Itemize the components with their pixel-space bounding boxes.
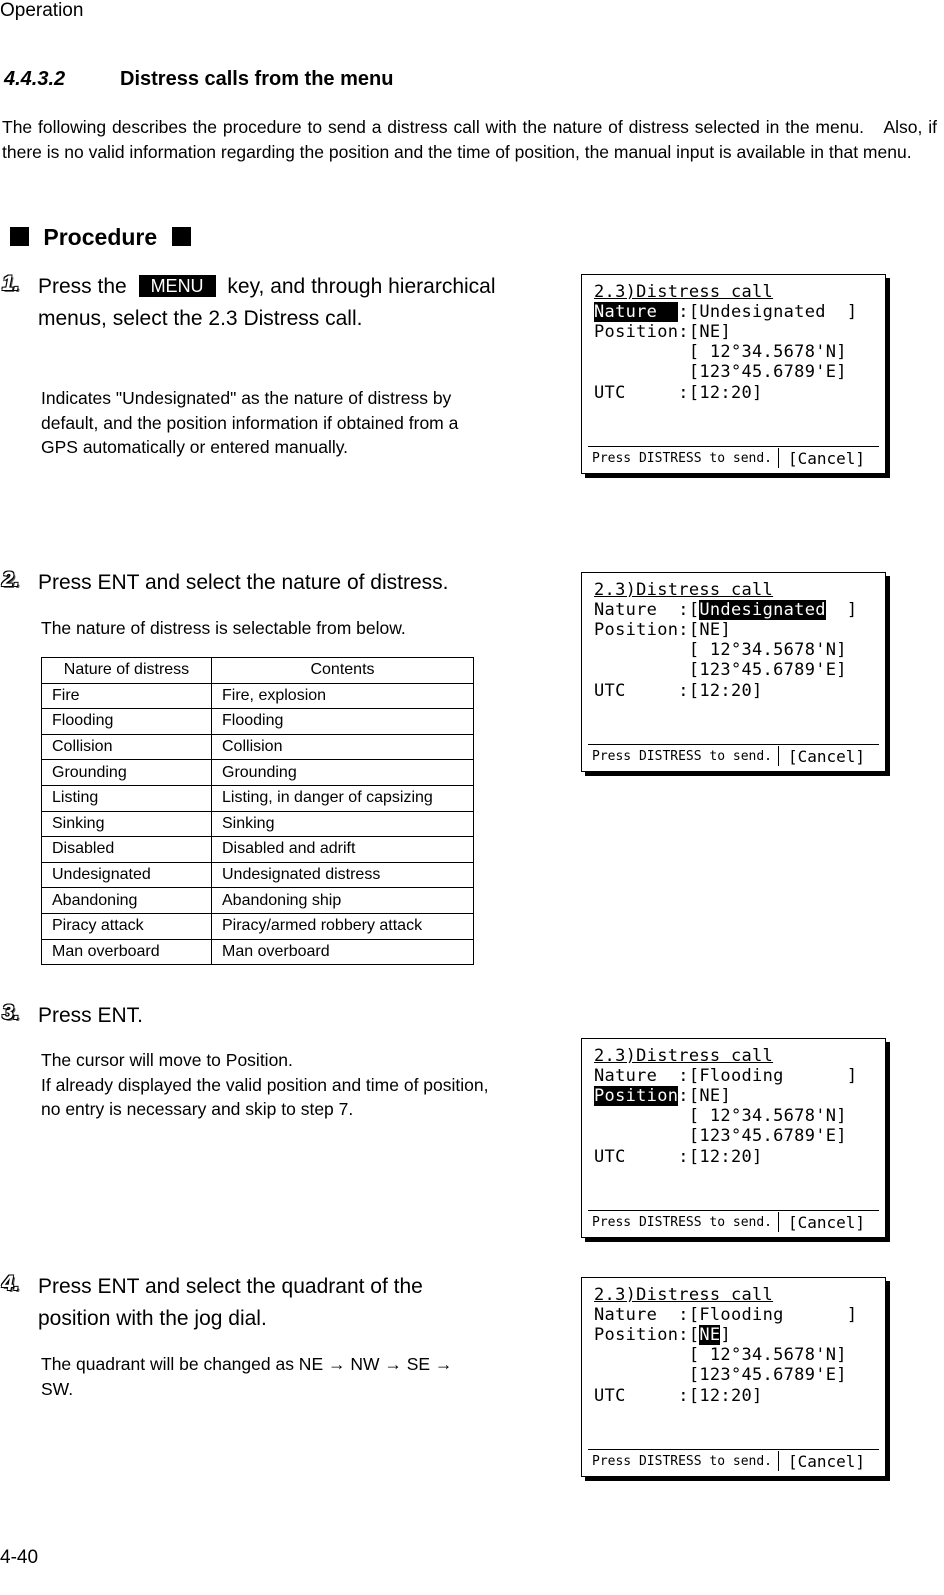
table-header-row	[42, 658, 474, 684]
footer-divider	[588, 744, 879, 745]
footer-separator	[778, 448, 779, 468]
step-number: 3.	[2, 1001, 20, 1024]
table-cell: Piracy attack	[42, 913, 212, 939]
footer-divider	[588, 1210, 879, 1211]
table-header: Contents	[212, 658, 474, 684]
square-bullet-icon	[172, 227, 191, 246]
position-row	[594, 1325, 731, 1345]
table-cell: Grounding	[42, 760, 212, 786]
table-cell: Grounding	[212, 760, 474, 786]
utc-row: UTC :[12:20]	[594, 383, 763, 403]
step-2-note: The nature of distress is selectable from below.	[41, 618, 406, 638]
table-cell: Collision	[212, 734, 474, 760]
table-row	[42, 811, 474, 837]
position-row	[594, 620, 731, 640]
nature-value: Flooding	[699, 1066, 847, 1086]
footer-separator	[778, 746, 779, 766]
page-number: 4-40	[0, 1547, 39, 1568]
step-1-note: Indicates "Undesignated" as the nature of distress by default, and the position information if obtained from a GPS automatically or entered manually.	[41, 388, 459, 457]
footer-separator	[778, 1212, 779, 1232]
position-sep: :[	[678, 322, 700, 342]
nature-sep: :[	[678, 302, 700, 322]
nature-label: Nature	[594, 600, 679, 620]
position-value[interactable]: NE	[699, 1325, 721, 1345]
procedure-label: Procedure	[43, 224, 158, 250]
table-cell: Fire, explosion	[212, 683, 474, 709]
position-close: ]	[720, 1325, 731, 1345]
step-4-text: Press ENT and select the quadrant of the position with the jog dial.	[38, 1275, 423, 1330]
nature-label[interactable]: Nature	[594, 302, 679, 322]
procedure-heading	[10, 224, 191, 251]
table-cell: Undesignated distress	[212, 862, 474, 888]
position-value: NE	[699, 620, 721, 640]
footer-hint: Press DISTRESS to send.	[592, 1454, 773, 1469]
table-row	[42, 888, 474, 914]
table-cell: Man overboard	[212, 939, 474, 965]
cancel-button[interactable]: [Cancel]	[788, 449, 866, 468]
table-cell: Flooding	[42, 709, 212, 735]
table-cell: Listing, in danger of capsizing	[212, 785, 474, 811]
table-cell: Undesignated	[42, 862, 212, 888]
longitude-row: [123°45.6789'E]	[594, 1126, 847, 1146]
table-cell: Listing	[42, 785, 212, 811]
utc-row: UTC :[12:20]	[594, 681, 763, 701]
lcd-screen-4	[581, 1277, 886, 1477]
longitude-row: [123°45.6789'E]	[594, 660, 847, 680]
section-heading: Distress calls from the menu	[120, 68, 394, 90]
table-cell: Piracy/armed robbery attack	[212, 913, 474, 939]
cancel-button[interactable]: [Cancel]	[788, 747, 866, 766]
step-1-text-before: Press the	[38, 275, 127, 298]
position-close: ]	[720, 322, 731, 342]
nature-sep: :[	[678, 1305, 700, 1325]
nature-sep: :[	[678, 600, 700, 620]
nature-close: ]	[846, 302, 858, 322]
position-value: NE	[699, 1086, 721, 1106]
table-row	[42, 760, 474, 786]
table-row	[42, 913, 474, 939]
cancel-button[interactable]: [Cancel]	[788, 1452, 866, 1471]
nature-sep: :[	[678, 1066, 700, 1086]
position-label: Position	[594, 322, 679, 342]
table-row	[42, 709, 474, 735]
position-sep: :[	[678, 1325, 700, 1345]
step-1-text-after: key, and through hierarchical menus, select the 2.3 Distress call.	[38, 275, 496, 330]
latitude-row: [ 12°34.5678'N]	[594, 1345, 847, 1365]
step-2-text: Press ENT and select the nature of distress.	[38, 571, 449, 594]
latitude-row: [ 12°34.5678'N]	[594, 1106, 847, 1126]
table-cell: Abandoning ship	[212, 888, 474, 914]
nature-row	[594, 1066, 857, 1086]
utc-row: UTC :[12:20]	[594, 1386, 763, 1406]
position-close: ]	[720, 1086, 731, 1106]
menu-key: MENU	[139, 275, 216, 297]
step-number: 1.	[2, 272, 20, 295]
longitude-row: [123°45.6789'E]	[594, 1365, 847, 1385]
cancel-button[interactable]: [Cancel]	[788, 1213, 866, 1232]
nature-label: Nature	[594, 1305, 679, 1325]
latitude-row: [ 12°34.5678'N]	[594, 342, 847, 362]
position-value: NE	[699, 322, 721, 342]
nature-close: ]	[846, 1305, 858, 1325]
table-cell: Flooding	[212, 709, 474, 735]
nature-value[interactable]: Undesignated	[699, 600, 826, 620]
table-cell: Abandoning	[42, 888, 212, 914]
square-bullet-icon	[10, 227, 29, 246]
table-cell: Man overboard	[42, 939, 212, 965]
table-row	[42, 734, 474, 760]
step-3-note-line: The cursor will move to Position.	[41, 1050, 293, 1070]
table-cell: Collision	[42, 734, 212, 760]
table-cell: Sinking	[212, 811, 474, 837]
step-3-text: Press ENT.	[38, 1004, 144, 1027]
position-label[interactable]: Position	[594, 1086, 679, 1106]
table-cell: Sinking	[42, 811, 212, 837]
screen-title: 2.3)Distress call	[594, 1285, 774, 1305]
screen-title: 2.3)Distress call	[594, 282, 774, 302]
nature-of-distress-table	[41, 657, 474, 965]
step-3-note-line: If already displayed the valid position and time of position, no entry is necessary and skip to step 7.	[41, 1074, 489, 1119]
nature-row	[594, 302, 857, 322]
section-title	[4, 68, 394, 91]
nature-close: ]	[825, 600, 858, 620]
position-label: Position	[594, 620, 679, 640]
table-header: Nature of distress	[42, 658, 212, 684]
footer-hint: Press DISTRESS to send.	[592, 1215, 773, 1230]
position-row	[594, 1086, 731, 1106]
position-sep: :[	[678, 620, 700, 640]
nature-value: Undesignated	[699, 302, 847, 322]
table-cell: Disabled	[42, 837, 212, 863]
section-number: 4.4.3.2	[4, 68, 66, 90]
intro-paragraph: The following describes the procedure to send a distress call with the nature of distress selected in the menu. Also, if there is no valid information regarding the position and the time of position, the manual input is available in that menu.	[2, 117, 937, 162]
nature-close: ]	[846, 1066, 858, 1086]
step-number: 2.	[2, 568, 20, 591]
table-cell: Fire	[42, 683, 212, 709]
longitude-row: [123°45.6789'E]	[594, 362, 847, 382]
table-row	[42, 837, 474, 863]
position-row	[594, 322, 731, 342]
step-4-note: The quadrant will be changed as NE → NW → SE → SW.	[41, 1354, 453, 1399]
lcd-screen-1	[581, 274, 886, 474]
screen-title: 2.3)Distress call	[594, 1046, 774, 1066]
step-3-note	[41, 1048, 501, 1122]
step-number: 4.	[2, 1272, 20, 1295]
position-sep: :[	[678, 1086, 700, 1106]
page-header: Operation	[0, 0, 84, 21]
footer-hint: Press DISTRESS to send.	[592, 749, 773, 764]
latitude-row: [ 12°34.5678'N]	[594, 640, 847, 660]
nature-value: Flooding	[699, 1305, 847, 1325]
footer-divider	[588, 446, 879, 447]
table-row	[42, 862, 474, 888]
nature-row	[594, 600, 857, 620]
utc-row: UTC :[12:20]	[594, 1147, 763, 1167]
nature-label: Nature	[594, 1066, 679, 1086]
screen-title: 2.3)Distress call	[594, 580, 774, 600]
step-1-text	[38, 271, 498, 335]
table-row	[42, 785, 474, 811]
nature-row	[594, 1305, 857, 1325]
table-row	[42, 939, 474, 965]
table-cell: Disabled and adrift	[212, 837, 474, 863]
lcd-screen-3	[581, 1038, 886, 1238]
footer-separator	[778, 1451, 779, 1471]
position-label: Position	[594, 1325, 679, 1345]
lcd-screen-2	[581, 572, 886, 772]
footer-divider	[588, 1449, 879, 1450]
table-row	[42, 683, 474, 709]
position-close: ]	[720, 620, 731, 640]
footer-hint: Press DISTRESS to send.	[592, 451, 773, 466]
